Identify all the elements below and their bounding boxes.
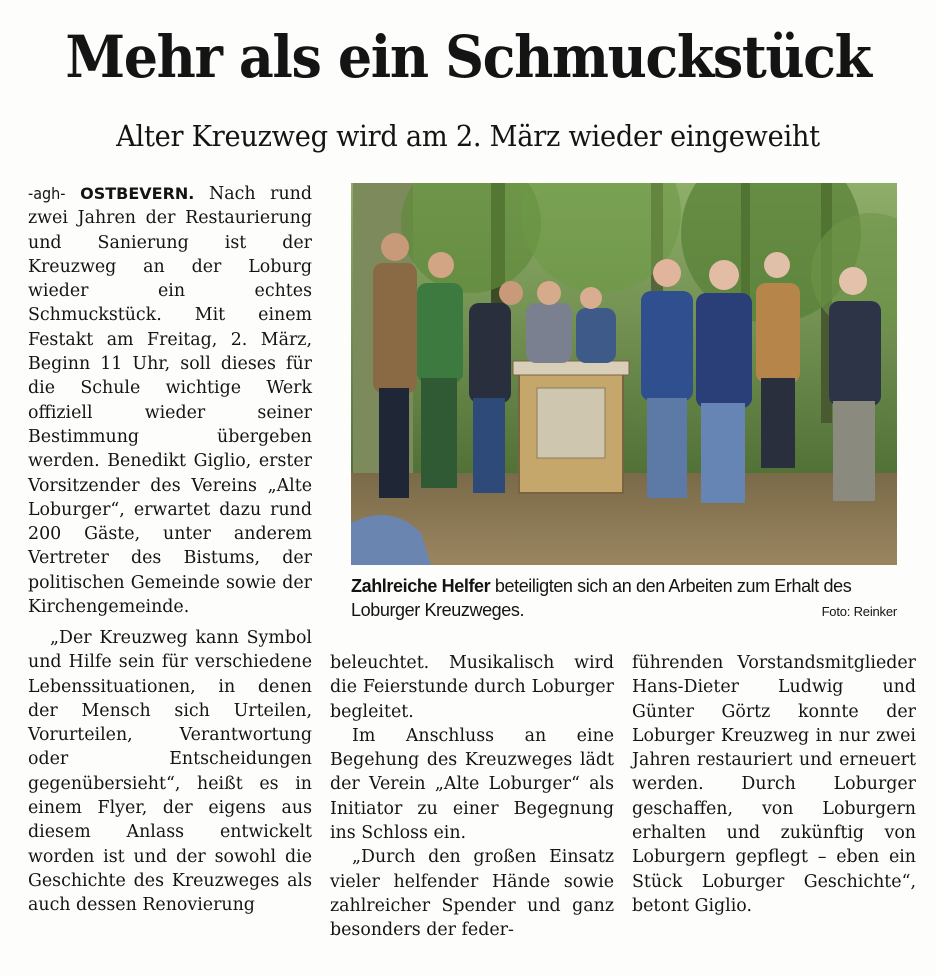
article-column-1-lower	[28, 626, 312, 918]
caption-lead: Zahlreiche Helfer	[351, 576, 491, 596]
paragraph-2-start: „Der Kreuzweg kann Symbol und Hilfe sein für verschiedene Lebenssituationen, in denen der Mensch sich Urteilen, Vorurteilen, Verantwortung oder Entscheidungen gegenübersieht“, heißt es in einem Flyer, der eigens aus diesem Anlass entwickelt worden ist und der sowohl die Geschichte des Kreuzweges als auch dessen Renovierung	[28, 628, 312, 916]
article-column-1	[28, 182, 312, 619]
paragraph-3: Im Anschluss an eine Begehung des Kreuzweges lädt der Verein „Alte Loburger“ als Initiator zu einer Begegnung ins Schloss ein.	[330, 725, 614, 844]
subheadline: Alter Kreuzweg wird am 2. März wieder eingeweiht	[116, 119, 820, 153]
group-photo	[351, 183, 897, 565]
photo-credit: Foto: Reinker	[821, 604, 897, 619]
article-column-3	[632, 651, 916, 918]
paragraph-4-start: „Durch den großen Einsatz vieler helfender Hände sowie zahlreicher Spender und ganz besonders der feder-	[330, 847, 614, 941]
photo-illustration	[351, 183, 897, 565]
article-column-2	[330, 651, 614, 943]
dateline-place: OSTBEVERN.	[80, 184, 195, 203]
paragraph-1	[28, 182, 312, 619]
author-tag: -agh-	[28, 184, 66, 203]
headline: Mehr als ein Schmuckstück	[65, 23, 871, 91]
paragraph-2-end: beleuchtet. Musikalisch wird die Feierstunde durch Loburger begleitet.	[330, 653, 614, 722]
caption-text: beteiligten sich an den Arbeiten zum Erhalt des Loburger Kreuzweges.	[351, 576, 852, 620]
photo-caption	[351, 574, 897, 622]
paragraph-1-text: Nach rund zwei Jahren der Restaurierung und Sanierung ist der Kreuzweg an der Loburg wieder ein echtes Schmuckstück. Mit einem Festakt am Freitag, 2. März, Beginn 11 Uhr, soll dieses für die Schule wichtige Werk offiziell wieder seiner Bestimmung übergeben werden. Benedikt Giglio, erster Vorsitzender des Vereins „Alte Loburger“, erwartet dazu rund 200 Gäste, unter anderem Vertreter des Bistums, der politischen Gemeinde sowie der Kirchengemeinde.	[28, 184, 312, 618]
paragraph-4-end: führenden Vorstandsmitglieder Hans-Dieter Ludwig und Günter Görtz konnte der Loburger Kreuzweg in nur zwei Jahren restauriert und erneuert werden. Durch Loburger geschaffen, von Loburgern erhalten und zukünftig von Loburgern gepflegt – eben ein Stück Loburger Geschichte“, betont Giglio.	[632, 653, 916, 916]
